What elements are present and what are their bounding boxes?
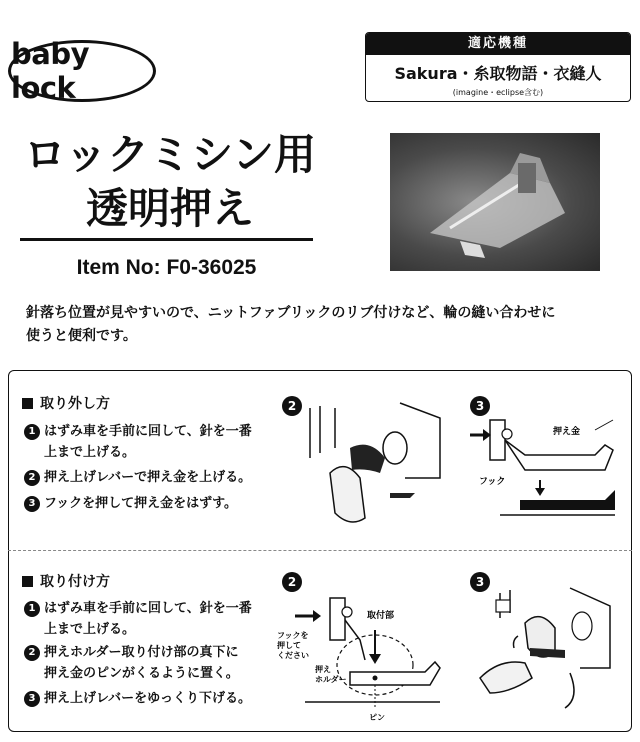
compatible-models-heading: 適応機種 <box>366 33 630 55</box>
removal-step-2 <box>24 467 274 488</box>
holder-label-2: ホルダー <box>315 675 347 684</box>
removal-figure-3-illustration <box>465 400 630 530</box>
attach-step-3 <box>24 688 274 709</box>
attach-step-2-text: 押えホルダー取り付け部の真下に <box>44 645 239 660</box>
description-line1: 針落ち位置が見やすいので、ニットファブリックのリブ付けなど、輪の縫い合わせに <box>26 305 556 321</box>
attach-step-2-text-cont: 押え金のピンがくるように置く。 <box>44 666 239 681</box>
step-number-badge: 2 <box>24 470 40 486</box>
press-hook-label-1: フックを <box>277 631 309 640</box>
removal-heading-text: 取り外し方 <box>40 396 110 412</box>
pin-label: ピン <box>369 713 385 722</box>
product-description <box>26 302 626 348</box>
compatible-models-box <box>365 32 631 102</box>
step-number-badge: 1 <box>24 601 40 617</box>
logo-text: baby lock <box>11 37 89 105</box>
attach-figure-2-illustration <box>275 590 455 730</box>
step-number-badge: 1 <box>24 424 40 440</box>
attach-figure-3-illustration <box>470 578 628 718</box>
removal-step-1 <box>24 421 274 463</box>
press-hook-label-3: ください <box>277 651 309 660</box>
figure-number-badge: 3 <box>470 396 490 416</box>
product-title-line1: ロックミシン用 <box>23 130 317 179</box>
attach-step-3-text: 押え上げレバーをゆっくり下げる。 <box>44 691 251 706</box>
square-bullet-icon <box>22 576 33 587</box>
step-number-badge: 2 <box>24 645 40 661</box>
title-underline <box>20 238 313 241</box>
figure-number-badge: 2 <box>282 396 302 416</box>
removal-figure-2-illustration <box>290 398 450 538</box>
description-line2: 使うと便利です。 <box>26 328 137 344</box>
product-title-line2: 透明押え <box>85 184 254 233</box>
compatible-models-list: Sakura・糸取物語・衣縫人 <box>394 64 602 83</box>
presser-foot-photo-illustration <box>390 133 600 271</box>
removal-heading <box>22 393 110 413</box>
removal-step-2-text: 押え上げレバーで押え金を上げる。 <box>44 470 252 485</box>
attach-heading <box>22 571 110 591</box>
attach-step-1-text: はずみ車を手前に回して、針を一番 <box>44 601 252 616</box>
figure-number-badge: 3 <box>470 572 490 592</box>
section-divider <box>8 550 632 551</box>
mount-label: 取付部 <box>367 611 395 621</box>
hook-label: フック <box>479 477 506 487</box>
presser-foot-label: 押え金 <box>553 427 581 437</box>
step-number-badge: 3 <box>24 496 40 512</box>
step-number-badge: 3 <box>24 691 40 707</box>
attach-step-1-text-cont: 上まで上げる。 <box>44 622 136 637</box>
compatible-models-note: (imagine・eclipse含む) <box>452 88 544 97</box>
product-title <box>12 128 328 236</box>
square-bullet-icon <box>22 398 33 409</box>
removal-step-3-text: フックを押して押え金をはずす。 <box>44 496 238 511</box>
baby-lock-logo <box>8 37 156 105</box>
attach-heading-text: 取り付け方 <box>40 574 110 590</box>
press-hook-label-2: 押して <box>277 641 301 650</box>
figure-number-badge: 2 <box>282 572 302 592</box>
removal-step-1-text: はずみ車を手前に回して、針を一番 <box>44 424 252 439</box>
attach-step-1 <box>24 598 274 640</box>
removal-step-3 <box>24 493 274 514</box>
product-photo <box>390 133 600 271</box>
item-number: Item No: F0-36025 <box>76 256 257 279</box>
removal-step-1-text-cont: 上まで上げる。 <box>44 445 136 460</box>
holder-label-1: 押え <box>315 665 331 674</box>
attach-step-2 <box>24 642 274 684</box>
